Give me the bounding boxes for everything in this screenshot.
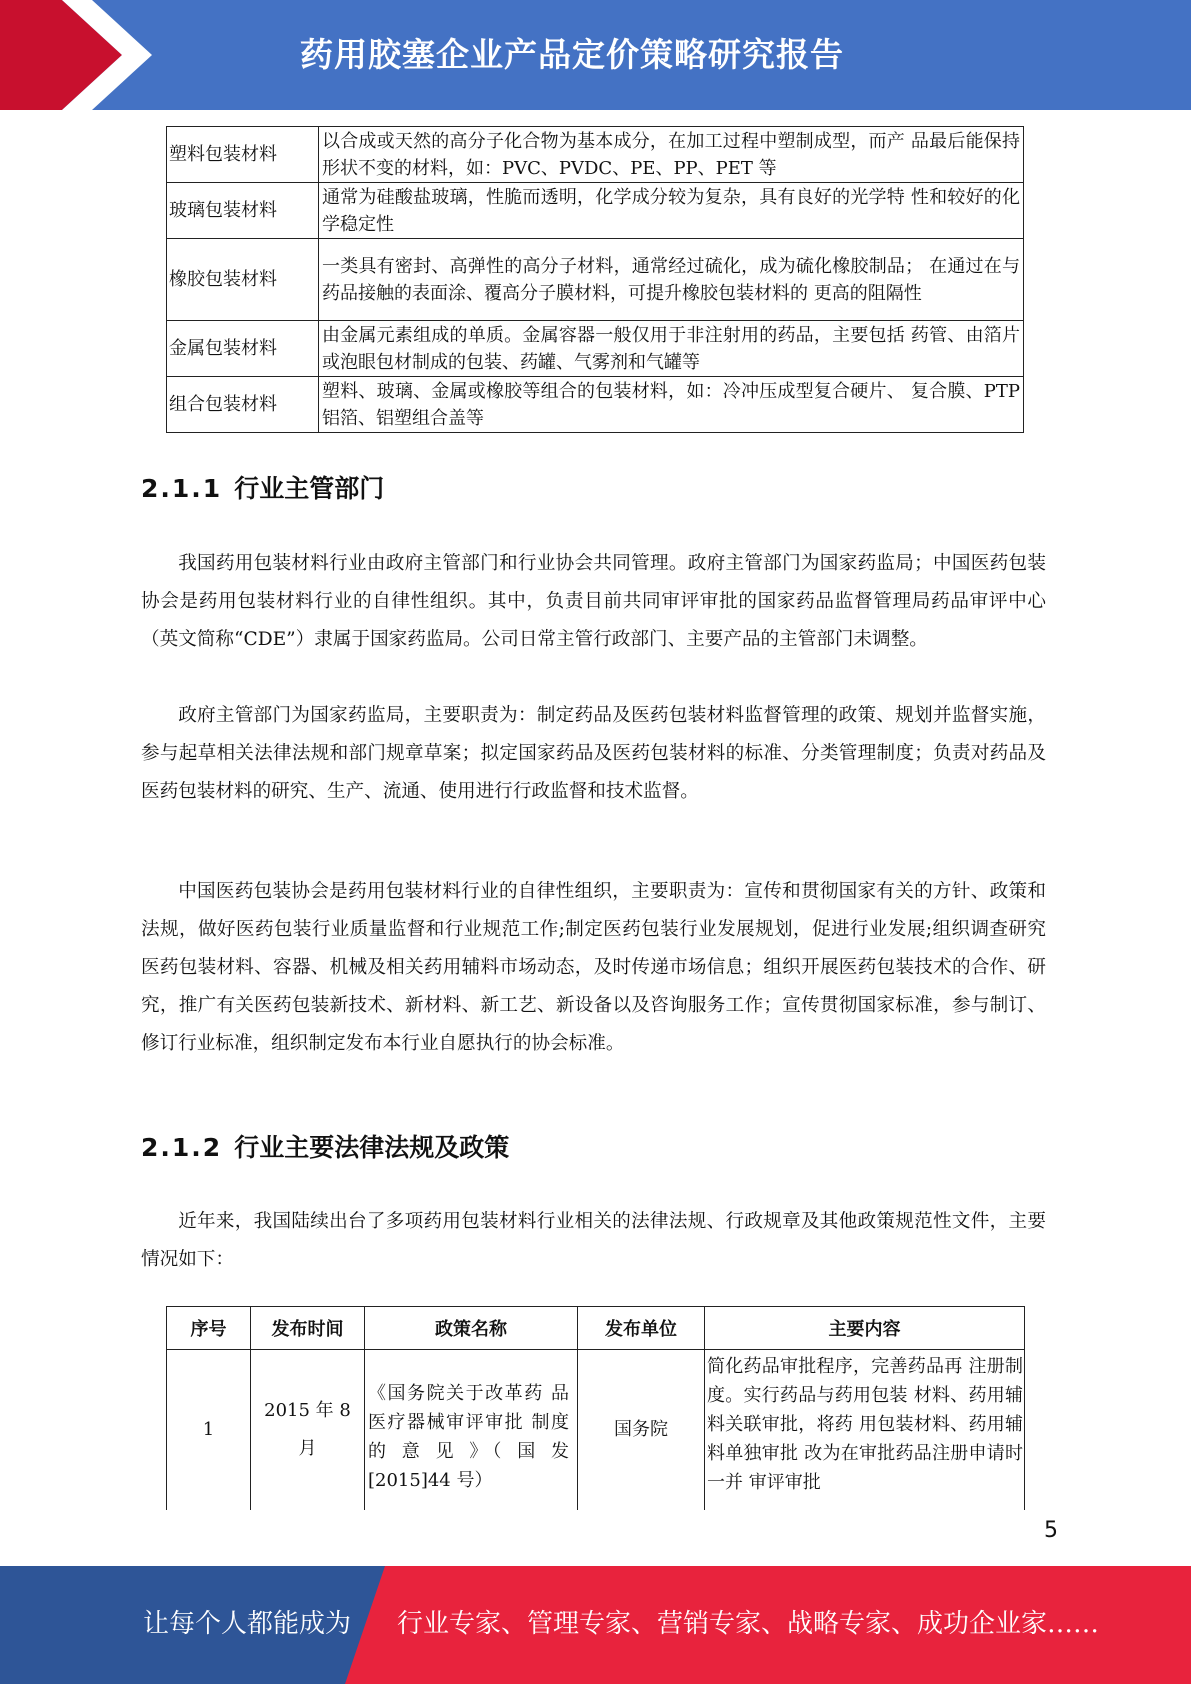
paragraph: 近年来，我国陆续出台了多项药用包装材料行业相关的法律法规、行政规章及其他政策规范性文件，主要情况如下： [141, 1211, 1046, 1270]
material-desc: 一类具有密封、高弹性的高分子材料，通常经过硫化，成为硫化橡胶制品； 在通过在与药品接触的表面涂、覆高分子膜材料，可提升橡胶包装材料的 更高的阻隔性 [319, 239, 1024, 321]
section-heading [141, 1130, 509, 1166]
material-name: 玻璃包装材料 [167, 183, 319, 239]
materials-table [166, 126, 1024, 433]
column-header: 发布时间 [251, 1307, 365, 1350]
material-desc: 由金属元素组成的单质。金属容器一般仅用于非注射用的药品，主要包括 药管、由箔片或泡眼包材制成的包装、药罐、气雾剂和气罐等 [319, 321, 1024, 377]
table-header-row [167, 1307, 1025, 1350]
table-row [167, 239, 1024, 321]
material-desc: 塑料、玻璃、金属或橡胶等组合的包装材料，如：冷冲压成型复合硬片、 复合膜、PTP 铝箔、铝塑组合盖等 [319, 377, 1024, 433]
material-name: 组合包装材料 [167, 377, 319, 433]
paragraph: 政府主管部门为国家药监局，主要职责为：制定药品及医药包装材料监督管理的政策、规划并监督实施，参与起草相关法律法规和部门规章草案；拟定国家药品及医药包装材料的标准、分类管理制度；负责对药品及医药包装材料的研究、生产、流通、使用进行行政监督和技术监督。 [141, 705, 1046, 802]
policy-date: 2015 年 8 月 [251, 1350, 365, 1510]
material-desc: 通常为硅酸盐玻璃，性脆而透明，化学成分较为复杂，具有良好的光学特 性和较好的化学稳定性 [319, 183, 1024, 239]
table-row [167, 377, 1024, 433]
material-name: 金属包装材料 [167, 321, 319, 377]
column-header: 发布单位 [578, 1307, 705, 1350]
section-title: 行业主管部门 [234, 474, 385, 503]
policy-issuer: 国务院 [578, 1350, 705, 1510]
column-header: 序号 [167, 1307, 251, 1350]
policy-number: 1 [167, 1350, 251, 1510]
page-footer [0, 1566, 1191, 1684]
section-title: 行业主要法律法规及政策 [234, 1133, 510, 1162]
page-number: 5 [1044, 1518, 1058, 1543]
paragraph: 我国药用包装材料行业由政府主管部门和行业协会共同管理。政府主管部门为国家药监局；中国医药包装协会是药用包装材料行业的自律性组织。其中，负责目前共同审评审批的国家药品监督管理局药品审评中心（英文简称“CDE”）隶属于国家药监局。公司日常主管行政部门、主要产品的主管部门未调整。 [141, 553, 1046, 650]
report-title: 药用胶塞企业产品定价策略研究报告 [300, 35, 844, 74]
material-name: 橡胶包装材料 [167, 239, 319, 321]
material-desc: 以合成或天然的高分子化合物为基本成分，在加工过程中塑制成型，而产 品最后能保持形状不变的材料，如：PVC、PVDC、PE、PP、PET 等 [319, 127, 1024, 183]
column-header: 政策名称 [365, 1307, 578, 1350]
table-row [167, 127, 1024, 183]
page-header [0, 0, 1191, 110]
table-row [167, 183, 1024, 239]
section-heading [141, 471, 384, 507]
material-name: 塑料包装材料 [167, 127, 319, 183]
column-header: 主要内容 [705, 1307, 1025, 1350]
section-number: 2.1.2 [141, 1133, 223, 1162]
policy-content: 简化药品审批程序，完善药品再 注册制度。实行药品与药用包装 材料、药用辅料关联审批，将药 用包装材料、药用辅料单独审批 改为在审批药品注册申请时一并 审评审批 [705, 1350, 1025, 1510]
footer-slogan-right: 行业专家、管理专家、营销专家、战略专家、成功企业家…… [397, 1609, 1100, 1639]
policy-name: 《国务院关于改革药 品医疗器械审评审批 制度的 意 见 》（ 国 发[2015]44 号） [365, 1350, 578, 1510]
paragraph: 中国医药包装协会是药用包装材料行业的自律性组织，主要职责为：宣传和贯彻国家有关的方针、政策和法规，做好医药包装行业质量监督和行业规范工作;制定医药包装行业发展规划，促进行业发展;组织调查研究医药包装材料、容器、机械及相关药用辅料市场动态，及时传递市场信息；组织开展医药包装技术的合作、研究，推广有关医药包装新技术、新材料、新工艺、新设备以及咨询服务工作；宣传贯彻国家标准，参与制订、修订行业标准，组织制定发布本行业自愿执行的协会标准。 [141, 881, 1046, 1054]
table-row [167, 321, 1024, 377]
policy-table [166, 1306, 1025, 1510]
footer-slogan-left: 让每个人都能成为 [143, 1609, 352, 1639]
section-number: 2.1.1 [141, 474, 223, 503]
table-row [167, 1350, 1025, 1510]
